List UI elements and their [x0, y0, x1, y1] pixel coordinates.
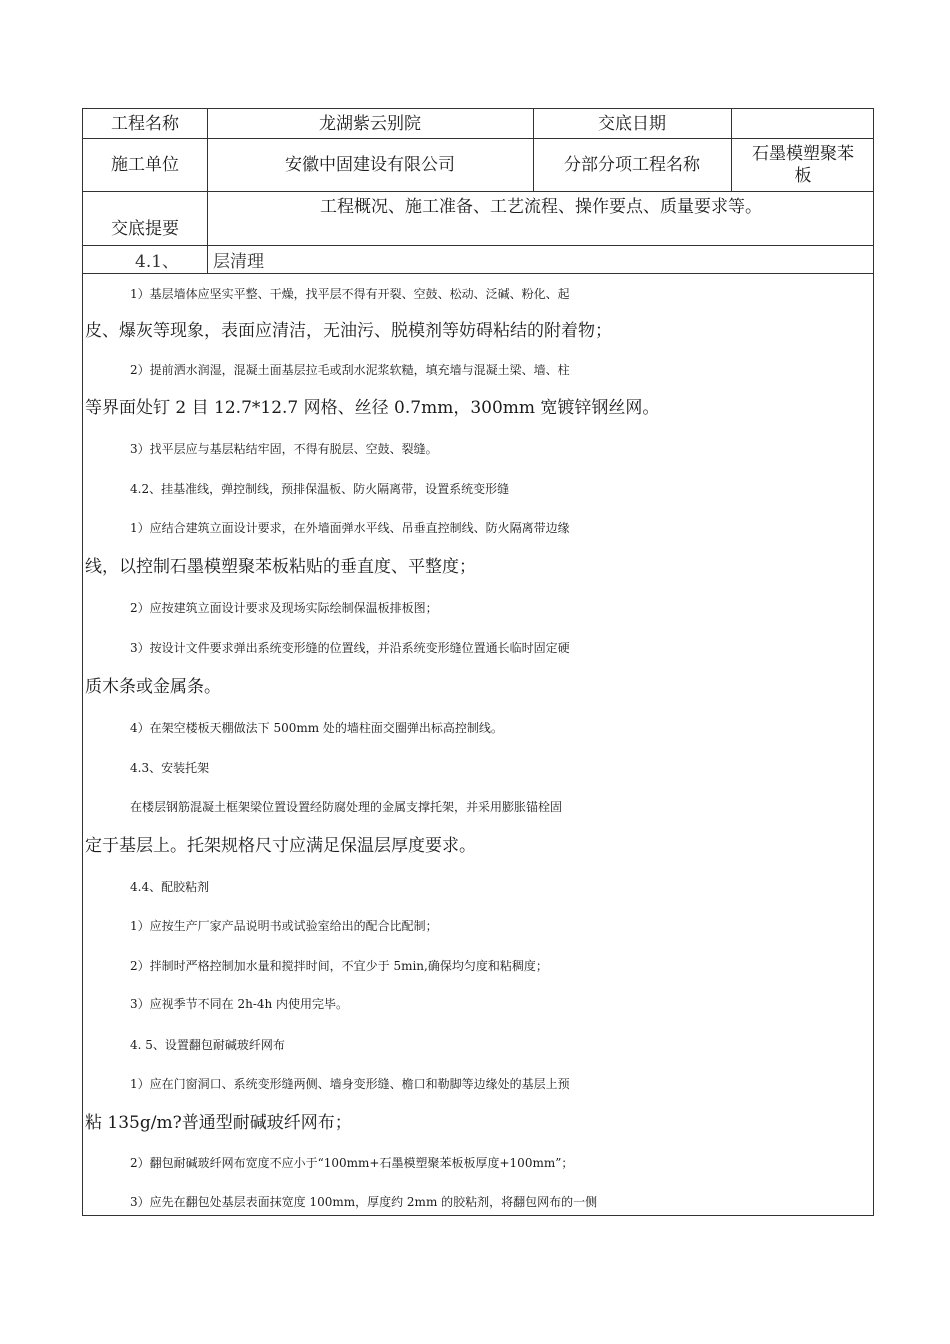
text-line: 在楼层钢筋混凝土框架梁位置设置经防腐处理的金属支撑托架，并采用膨胀锚栓固 [130, 800, 563, 814]
date-value [731, 109, 875, 138]
text-line: 皮、爆灰等现象，表面应清洁，无油污、脱模剂等妨碍粘结的附着物； [85, 321, 612, 341]
text-line: 4.4、配胶粘剂 [130, 880, 210, 894]
text-line: 1）应在门窗洞口、系统变形缝两侧、墙身变形缝、檐口和勒脚等边缘处的基层上预 [130, 1077, 570, 1091]
section-title: 层清理 [213, 252, 264, 272]
subproject-value [731, 139, 875, 191]
text-line: 4.2、挂基准线，弹控制线，预排保温板、防火隔离带，设置系统变形缝 [130, 482, 510, 496]
text-line: 3）应先在翻包处基层表面抹宽度 100mm，厚度约 2mm 的胶粘剂，将翻包网布的一侧 [130, 1195, 598, 1209]
row-project-name [82, 108, 874, 138]
text-line: 1）应按生产厂家产品说明书或试验室给出的配合比配制； [130, 919, 438, 933]
project-name-value: 龙湖紫云别院 [319, 113, 421, 134]
contractor-label: 施工单位 [111, 155, 179, 175]
text-line: 2）拌制时严格控制加水量和搅拌时间，不宜少于 5min,确保均匀度和粘稠度； [130, 959, 548, 973]
text-line: 4）在架空楼板天棚做法下 500mm 处的墙柱面交圈弹出标高控制线。 [130, 721, 503, 735]
text-line: 2）翻包耐碱玻纤网布宽度不应小于“100mm+石墨模塑聚苯板板厚度+100mm”； [130, 1156, 574, 1170]
row-summary [82, 191, 874, 245]
text-line: 2）应按建筑立面设计要求及现场实际绘制保温板排板图； [130, 601, 438, 615]
text-line: 4. 5、设置翻包耐碱玻纤网布 [130, 1038, 285, 1052]
text-line: 4.3、安装托架 [130, 761, 210, 775]
text-line: 3）按设计文件要求弹出系统变形缝的位置线，并沿系统变形缝位置通长临时固定硬 [130, 641, 570, 655]
text-line: 3）应视季节不同在 2h-4h 内使用完毕。 [130, 997, 349, 1011]
date-label: 交底日期 [598, 113, 666, 134]
row-contractor [82, 138, 874, 191]
text-line: 3）找平层应与基层粘结牢固，不得有脱层、空鼓、裂缝。 [130, 442, 438, 456]
subproject-value-line2: 板 [794, 166, 812, 186]
text-line: 2）提前洒水润湿，混凝土面基层拉毛或刮水泥浆软糙，填充墙与混凝土梁、墙、柱 [130, 363, 570, 377]
project-name-label: 工程名称 [111, 113, 179, 134]
text-line: 等界面处钉 2 目 12.7*12.7 网格、丝径 0.7mm，300mm 宽镀锌钢丝网。 [85, 398, 660, 418]
section-number: 4.1、 [135, 252, 180, 272]
text-line: 粘 135g/m?普通型耐碱玻纤网布； [85, 1113, 352, 1133]
subproject-label: 分部分项工程名称 [564, 155, 700, 175]
text-line: 1）基层墙体应坚实平整、干燥，找平层不得有开裂、空鼓、松动、泛碱、粉化、起 [130, 287, 570, 301]
info-table [82, 108, 874, 274]
text-line: 线，以控制石墨模塑聚苯板粘贴的垂直度、平整度； [85, 557, 476, 577]
text-line: 质木条或金属条。 [85, 677, 221, 697]
summary-value: 工程概况、施工准备、工艺流程、操作要点、质量要求等。 [320, 197, 762, 217]
margin-mark [82, 1038, 84, 1058]
contractor-value: 安徽中固建设有限公司 [285, 155, 455, 175]
text-line: 定于基层上。托架规格尺寸应满足保温层厚度要求。 [85, 836, 476, 856]
text-line: 1）应结合建筑立面设计要求，在外墙面弹水平线、吊垂直控制线、防火隔离带边缘 [130, 521, 570, 535]
subproject-value-line1: 石墨模塑聚苯 [752, 144, 854, 164]
summary-label: 交底提要 [111, 218, 179, 239]
